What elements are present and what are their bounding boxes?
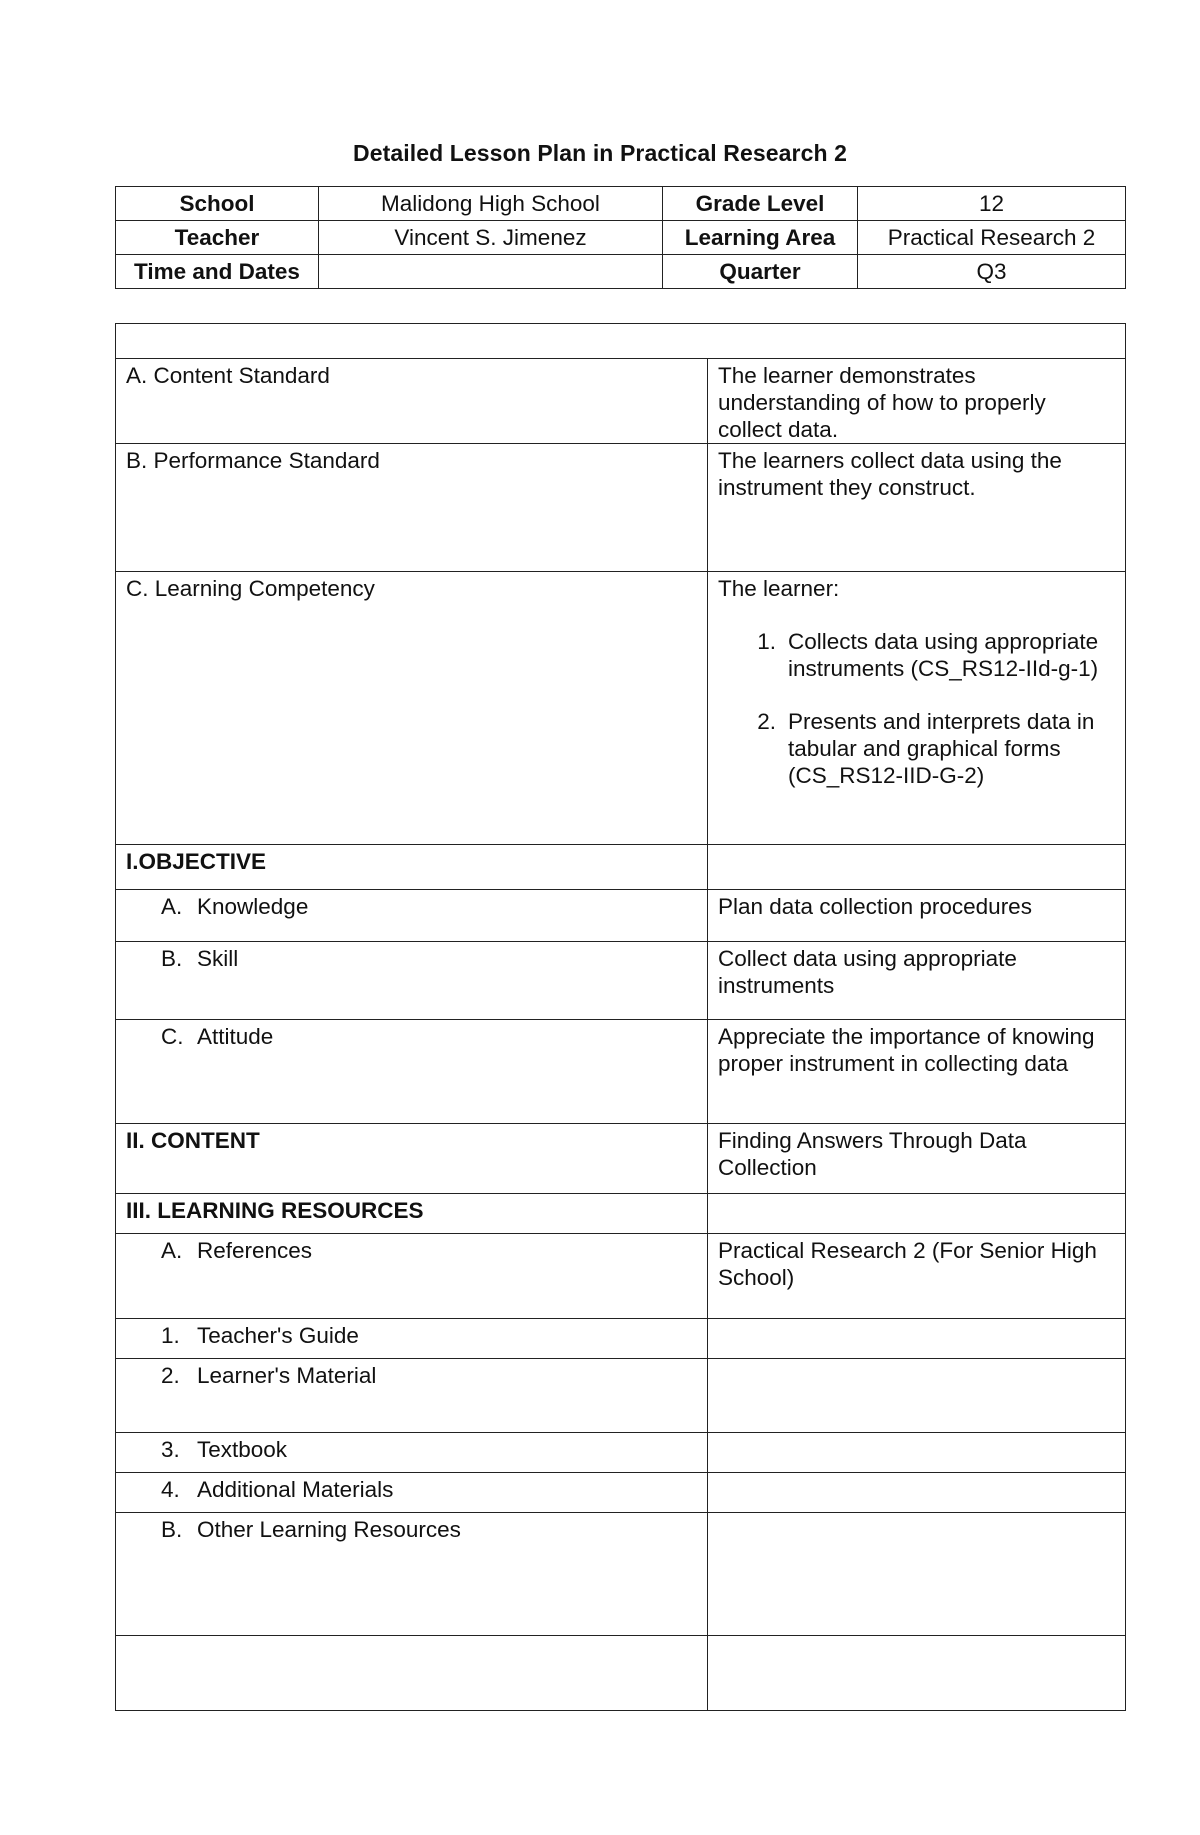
content-standard-label: A. Content Standard bbox=[116, 359, 708, 444]
textbook-label bbox=[116, 1433, 708, 1473]
list-item-text: Collects data using appropriate instruments (CS_RS12-IId-g-1) bbox=[788, 629, 1099, 681]
time-dates-label: Time and Dates bbox=[116, 255, 319, 289]
objective-heading: I.OBJECTIVE bbox=[116, 845, 708, 890]
list-item-number: 2. bbox=[757, 709, 776, 734]
learners-material-row bbox=[116, 1359, 1126, 1433]
skill-value: Collect data using appropriate instruments bbox=[708, 942, 1126, 1020]
content-heading: II. CONTENT bbox=[116, 1124, 708, 1194]
additional-materials-value bbox=[708, 1473, 1126, 1513]
teachers-guide-row bbox=[116, 1319, 1126, 1359]
attitude-value: Appreciate the importance of knowing proper instrument in collecting data bbox=[708, 1020, 1126, 1124]
resources-heading-value bbox=[708, 1194, 1126, 1234]
spacer-row bbox=[116, 324, 1126, 359]
lesson-plan-table bbox=[115, 323, 1126, 1711]
school-label: School bbox=[116, 187, 319, 221]
objective-heading-row bbox=[116, 845, 1126, 890]
time-dates-value bbox=[319, 255, 663, 289]
competency-list bbox=[718, 628, 1115, 789]
list-item bbox=[718, 628, 1115, 682]
learning-area-label: Learning Area bbox=[663, 221, 858, 255]
skill-label bbox=[116, 942, 708, 1020]
learners-material-label-text: Learner's Material bbox=[197, 1363, 377, 1388]
header-info-table bbox=[115, 186, 1126, 289]
performance-standard-value: The learners collect data using the instrument they construct. bbox=[708, 444, 1126, 572]
list-item bbox=[718, 708, 1115, 789]
learning-competency-label: C. Learning Competency bbox=[116, 572, 708, 845]
teacher-label: Teacher bbox=[116, 221, 319, 255]
learning-area-value: Practical Research 2 bbox=[858, 221, 1126, 255]
quarter-label: Quarter bbox=[663, 255, 858, 289]
header-row-time bbox=[116, 255, 1126, 289]
other-resources-value bbox=[708, 1513, 1126, 1636]
additional-materials-label bbox=[116, 1473, 708, 1513]
references-label bbox=[116, 1234, 708, 1319]
teachers-guide-label bbox=[116, 1319, 708, 1359]
textbook-label-text: Textbook bbox=[197, 1437, 288, 1462]
objective-heading-value bbox=[708, 845, 1126, 890]
content-standard-row bbox=[116, 359, 1126, 444]
additional-materials-marker: 4. bbox=[161, 1477, 180, 1502]
learning-competency-row bbox=[116, 572, 1126, 845]
competency-intro: The learner: bbox=[718, 576, 840, 601]
other-resources-label-text: Other Learning Resources bbox=[197, 1517, 461, 1542]
grade-level-value: 12 bbox=[858, 187, 1126, 221]
content-row bbox=[116, 1124, 1126, 1194]
references-row bbox=[116, 1234, 1126, 1319]
header-row-school bbox=[116, 187, 1126, 221]
textbook-value bbox=[708, 1433, 1126, 1473]
quarter-value: Q3 bbox=[858, 255, 1126, 289]
performance-standard-row bbox=[116, 444, 1126, 572]
knowledge-row bbox=[116, 890, 1126, 942]
skill-row bbox=[116, 942, 1126, 1020]
other-resources-marker: B. bbox=[161, 1517, 183, 1542]
textbook-marker: 3. bbox=[161, 1437, 180, 1462]
references-marker: A. bbox=[161, 1238, 183, 1263]
list-item-text: Presents and interprets data in tabular and graphical forms (CS_RS12-IID-G-2) bbox=[788, 709, 1095, 788]
content-value: Finding Answers Through Data Collection bbox=[708, 1124, 1126, 1194]
blank-cell-left bbox=[116, 1636, 708, 1711]
page-title: Detailed Lesson Plan in Practical Research 2 bbox=[352, 140, 847, 166]
teachers-guide-value bbox=[708, 1319, 1126, 1359]
other-resources-row bbox=[116, 1513, 1126, 1636]
textbook-row bbox=[116, 1433, 1126, 1473]
resources-heading-row bbox=[116, 1194, 1126, 1234]
blank-cell-right bbox=[708, 1636, 1126, 1711]
attitude-label bbox=[116, 1020, 708, 1124]
attitude-marker: C. bbox=[161, 1024, 184, 1049]
learners-material-label bbox=[116, 1359, 708, 1433]
content-standard-value: The learner demonstrates understanding of how to properly collect data. bbox=[708, 359, 1126, 444]
resources-heading: III. LEARNING RESOURCES bbox=[116, 1194, 708, 1234]
performance-standard-label: B. Performance Standard bbox=[116, 444, 708, 572]
other-resources-label bbox=[116, 1513, 708, 1636]
knowledge-marker: A. bbox=[161, 894, 183, 919]
additional-materials-label-text: Additional Materials bbox=[197, 1477, 394, 1502]
additional-materials-row bbox=[116, 1473, 1126, 1513]
school-value: Malidong High School bbox=[319, 187, 663, 221]
knowledge-label bbox=[116, 890, 708, 942]
teacher-value: Vincent S. Jimenez bbox=[319, 221, 663, 255]
knowledge-value: Plan data collection procedures bbox=[708, 890, 1126, 942]
teachers-guide-marker: 1. bbox=[161, 1323, 180, 1348]
attitude-label-text: Attitude bbox=[197, 1024, 274, 1049]
learning-competency-value bbox=[708, 572, 1126, 845]
learners-material-marker: 2. bbox=[161, 1363, 180, 1388]
teachers-guide-label-text: Teacher's Guide bbox=[197, 1323, 359, 1348]
references-value: Practical Research 2 (For Senior High School) bbox=[708, 1234, 1126, 1319]
skill-marker: B. bbox=[161, 946, 183, 971]
knowledge-label-text: Knowledge bbox=[197, 894, 309, 919]
spacer-cell bbox=[116, 324, 1126, 359]
list-item-number: 1. bbox=[757, 629, 776, 654]
references-label-text: References bbox=[197, 1238, 313, 1263]
attitude-row bbox=[116, 1020, 1126, 1124]
header-row-teacher bbox=[116, 221, 1126, 255]
blank-row bbox=[116, 1636, 1126, 1711]
grade-level-label: Grade Level bbox=[663, 187, 858, 221]
learners-material-value bbox=[708, 1359, 1126, 1433]
skill-label-text: Skill bbox=[197, 946, 239, 971]
